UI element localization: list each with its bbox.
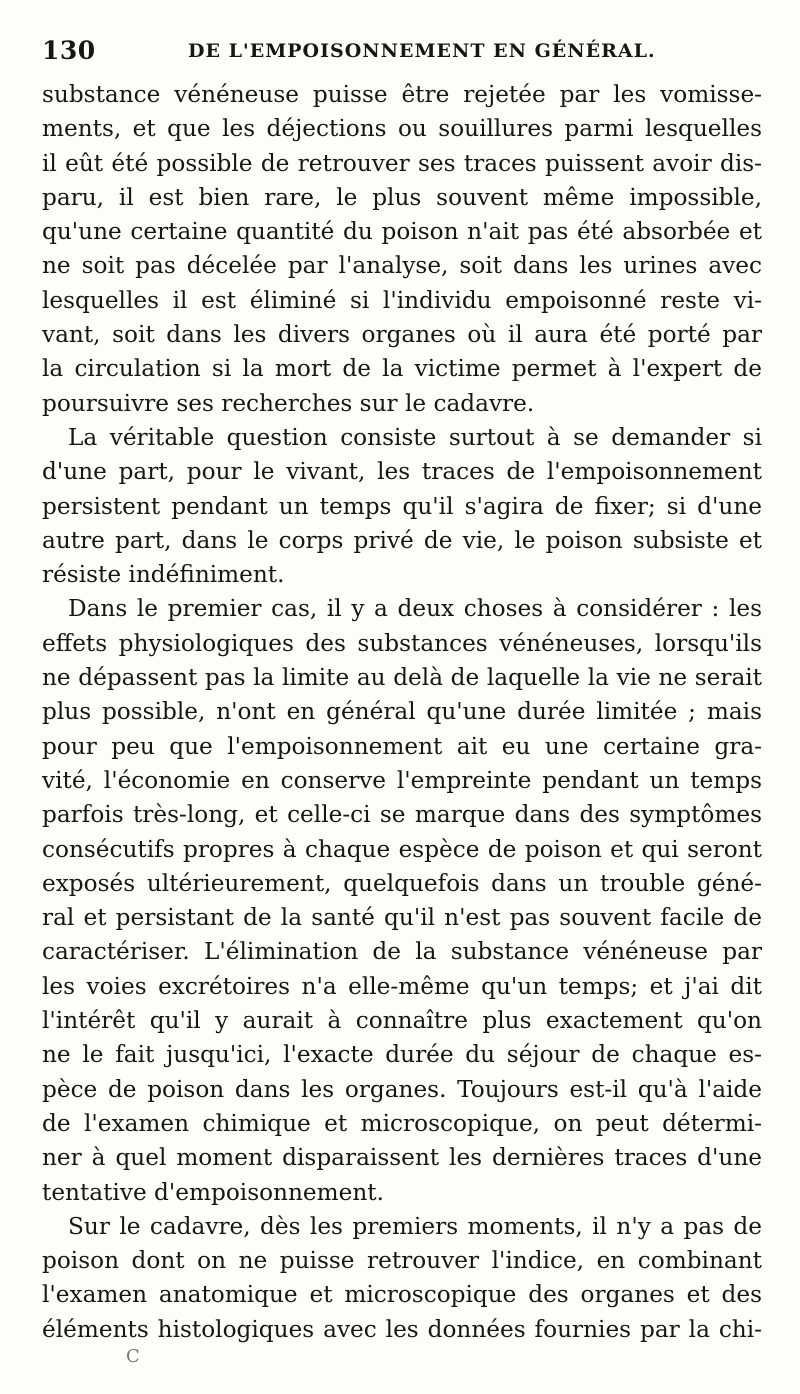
page-header: [42, 36, 758, 72]
text-line: lesquelles il est éliminé si l'individu empoisonné reste vi-: [42, 286, 762, 314]
page-mark: C: [126, 1346, 140, 1367]
text-line: effets physiologiques des substances vénéneuses, lorsqu'ils: [42, 629, 762, 657]
text-line: substance vénéneuse puisse être rejetée par les vomisse-: [42, 81, 762, 108]
text-line: vant, soit dans les divers organes où il aura été porté par: [42, 321, 762, 349]
paragraph-end-line: résiste indéfiniment.: [42, 561, 285, 589]
paragraph-end-line: tentative d'empoisonnement.: [42, 1178, 384, 1206]
text-line: pour peu que l'empoisonnement ait eu une certaine gra-: [42, 732, 762, 760]
text-line: vité, l'économie en conserve l'empreinte pendant un temps: [42, 766, 762, 794]
text-line: exposés ultérieurement, quelquefois dans un trouble géné-: [42, 869, 762, 897]
body-text: [42, 78, 762, 1347]
paragraph-start-line: La véritable question consiste surtout à se demander si: [68, 423, 762, 451]
text-line: poison dont on ne puisse retrouver l'indice, en combinant: [42, 1247, 762, 1275]
paragraph-end-line: poursuivre ses recherches sur le cadavre.: [42, 389, 535, 417]
text-line: les voies excrétoires n'a elle-même qu'un temps; et j'ai dit: [42, 972, 762, 1000]
text-line: consécutifs propres à chaque espèce de poison et qui seront: [42, 835, 762, 863]
text-line: autre part, dans le corps privé de vie, le poison subsiste et: [42, 526, 762, 554]
running-head: DE L'EMPOISONNEMENT EN GÉNÉRAL.: [188, 40, 656, 62]
text-line: la circulation si la mort de la victime permet à l'expert de: [42, 355, 762, 383]
text-line: l'examen anatomique et microscopique des organes et des: [42, 1281, 762, 1309]
text-line: ne soit pas décelée par l'analyse, soit dans les urines avec: [42, 252, 762, 280]
text-line: persistent pendant un temps qu'il s'agira de fixer; si d'une: [42, 492, 762, 520]
text-line: il eût été possible de retrouver ses traces puissent avoir dis-: [42, 149, 762, 177]
text-line: éléments histologiques avec les données fournies par la chi-: [42, 1315, 762, 1343]
text-line: caractériser. L'élimination de la substance vénéneuse par: [42, 938, 762, 966]
text-line: parfois très-long, et celle-ci se marque dans des symptômes: [42, 801, 762, 829]
paragraph-start-line: Sur le cadavre, dès les premiers moments, il n'y a pas de: [68, 1212, 762, 1240]
text-line: pèce de poison dans les organes. Toujours est-il qu'à l'aide: [42, 1075, 762, 1103]
text-line: ne dépassent pas la limite au delà de laquelle la vie ne serait: [42, 664, 762, 692]
page-number: 130: [42, 36, 96, 65]
text-line: qu'une certaine quantité du poison n'ait pas été absorbée et: [42, 218, 762, 246]
text-line: paru, il est bien rare, le plus souvent même impossible,: [42, 183, 762, 211]
text-line: ral et persistant de la santé qu'il n'est pas souvent facile de: [42, 904, 762, 932]
text-line: ne le fait jusqu'ici, l'exacte durée du séjour de chaque es-: [42, 1041, 762, 1069]
text-line: ner à quel moment disparaissent les dernières traces d'une: [42, 1144, 762, 1172]
text-line: d'une part, pour le vivant, les traces de l'empoisonnement: [42, 458, 762, 486]
text-line: ments, et que les déjections ou souillures parmi lesquelles: [42, 115, 762, 143]
text-line: de l'examen chimique et microscopique, on peut détermi-: [42, 1109, 762, 1137]
text-line: plus possible, n'ont en général qu'une durée limitée ; mais: [42, 698, 762, 726]
paragraph-start-line: Dans le premier cas, il y a deux choses à considérer : les: [68, 595, 762, 623]
text-line: l'intérêt qu'il y aurait à connaître plus exactement qu'on: [42, 1007, 762, 1035]
